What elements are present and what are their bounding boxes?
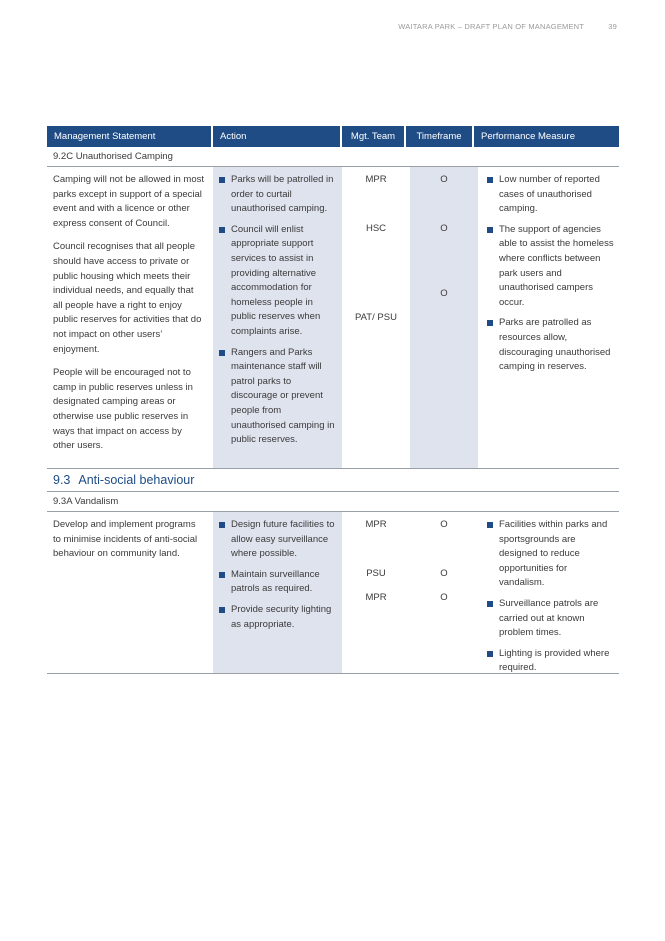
- measure-text: Lighting is provided where required.: [499, 647, 610, 674]
- timeframe-value: O: [440, 568, 448, 579]
- list-item: [486, 173, 615, 217]
- square-bullet-icon: [487, 651, 493, 657]
- list-item: [218, 223, 338, 340]
- team-value: PAT/ PSU: [355, 312, 397, 323]
- list-item: [486, 316, 615, 374]
- action-text: Provide security lighting as appropriate.: [231, 603, 332, 630]
- square-bullet-icon: [219, 522, 225, 528]
- measure-text: Low number of reported cases of unauthorised camping.: [499, 174, 600, 215]
- statement-cell: [47, 167, 211, 468]
- action-text: Maintain surveillance patrols as required.: [231, 568, 320, 595]
- square-bullet-icon: [487, 227, 493, 233]
- header-timeframe: Timeframe: [404, 126, 472, 147]
- list-item: [218, 518, 338, 562]
- table-row: [47, 167, 619, 469]
- management-table: [47, 126, 619, 674]
- subsection-heading: 9.3A Vandalism: [47, 492, 619, 512]
- timeframe-value: O: [440, 223, 448, 234]
- square-bullet-icon: [487, 522, 493, 528]
- team-value: MPR: [365, 519, 387, 530]
- page-number: 39: [608, 22, 617, 31]
- list-item: [486, 223, 615, 311]
- square-bullet-icon: [219, 177, 225, 183]
- measure-cell: [480, 512, 619, 673]
- action-text: Council will enlist appropriate support services to assist in providing alternative accommodation for homeless people in public reserves when complaints arise.: [231, 223, 321, 337]
- list-item: [486, 597, 615, 641]
- statement-paragraph: Develop and implement programs to minimise incidents of anti-social behaviour on community land.: [53, 519, 198, 560]
- measure-text: Parks are patrolled as resources allow, discouraging unauthorised camping in reserves.: [499, 317, 611, 373]
- document-title: WAITARA PARK – DRAFT PLAN OF MANAGEMENT: [398, 22, 584, 31]
- action-text: Rangers and Parks maintenance staff will patrol parks to discourage or prevent people from unauthorised camping in public reserves.: [231, 346, 335, 446]
- square-bullet-icon: [219, 350, 225, 356]
- list-item: [218, 173, 338, 217]
- statement-paragraph: Council recognises that all people should have access to private or public housing which meets their individual needs, and equally that all people have a right to enjoy public reserves for activities that do not impact on other users’ enjoyment.: [53, 241, 202, 355]
- section-title: Anti-social behaviour: [78, 473, 195, 487]
- measure-text: Facilities within parks and sportsgrounds are designed to reduce opportunities for vandalism.: [499, 519, 608, 589]
- section-heading: [47, 469, 619, 492]
- action-cell: [213, 167, 342, 468]
- team-value: MPR: [365, 174, 387, 185]
- timeframe-value: O: [440, 288, 448, 299]
- header-statement: Management Statement: [54, 131, 156, 142]
- table-row: [47, 512, 619, 674]
- running-head: [398, 22, 617, 31]
- square-bullet-icon: [487, 601, 493, 607]
- list-item: [218, 568, 338, 597]
- timeframe-value: O: [440, 174, 448, 185]
- header-measure: Performance Measure: [472, 126, 619, 147]
- list-item: [486, 647, 615, 676]
- timeframe-value: O: [440, 519, 448, 530]
- action-cell: [213, 512, 342, 673]
- measure-text: Surveillance patrols are carried out at known problem times.: [499, 597, 599, 639]
- team-value: PSU: [366, 568, 386, 579]
- team-value: MPR: [365, 592, 387, 603]
- action-text: Parks will be patrolled in order to curtail unauthorised camping.: [231, 174, 334, 215]
- square-bullet-icon: [487, 320, 493, 326]
- section-number: 9.3: [53, 473, 71, 487]
- timeframe-cell: [410, 512, 478, 673]
- subsection-heading: 9.2C Unauthorised Camping: [47, 147, 619, 167]
- statement-paragraph: Camping will not be allowed in most parks except in support of a special event and with a licence or other express consent of Council.: [53, 174, 205, 229]
- timeframe-value: O: [440, 592, 448, 603]
- measure-cell: [480, 167, 619, 468]
- team-value: HSC: [365, 223, 387, 234]
- table-header: [47, 126, 619, 147]
- statement-paragraph: People will be encouraged not to camp in public reserves unless in designated camping areas or otherwise use public reserves in ways that impact on access by other users.: [53, 367, 193, 452]
- square-bullet-icon: [219, 227, 225, 233]
- list-item: [218, 346, 338, 448]
- list-item: [486, 518, 615, 591]
- header-team: Mgt. Team: [340, 126, 404, 147]
- square-bullet-icon: [219, 607, 225, 613]
- measure-text: The support of agencies able to assist the homeless where conflicts between park users and unauthorised campers occur.: [499, 223, 614, 308]
- square-bullet-icon: [487, 177, 493, 183]
- team-cell: [344, 512, 408, 673]
- statement-cell: [47, 512, 211, 673]
- square-bullet-icon: [219, 572, 225, 578]
- list-item: [218, 603, 338, 632]
- team-cell: [344, 167, 408, 468]
- timeframe-cell: [410, 167, 478, 468]
- action-text: Design future facilities to allow easy surveillance where possible.: [231, 519, 335, 560]
- header-action: Action: [211, 126, 340, 147]
